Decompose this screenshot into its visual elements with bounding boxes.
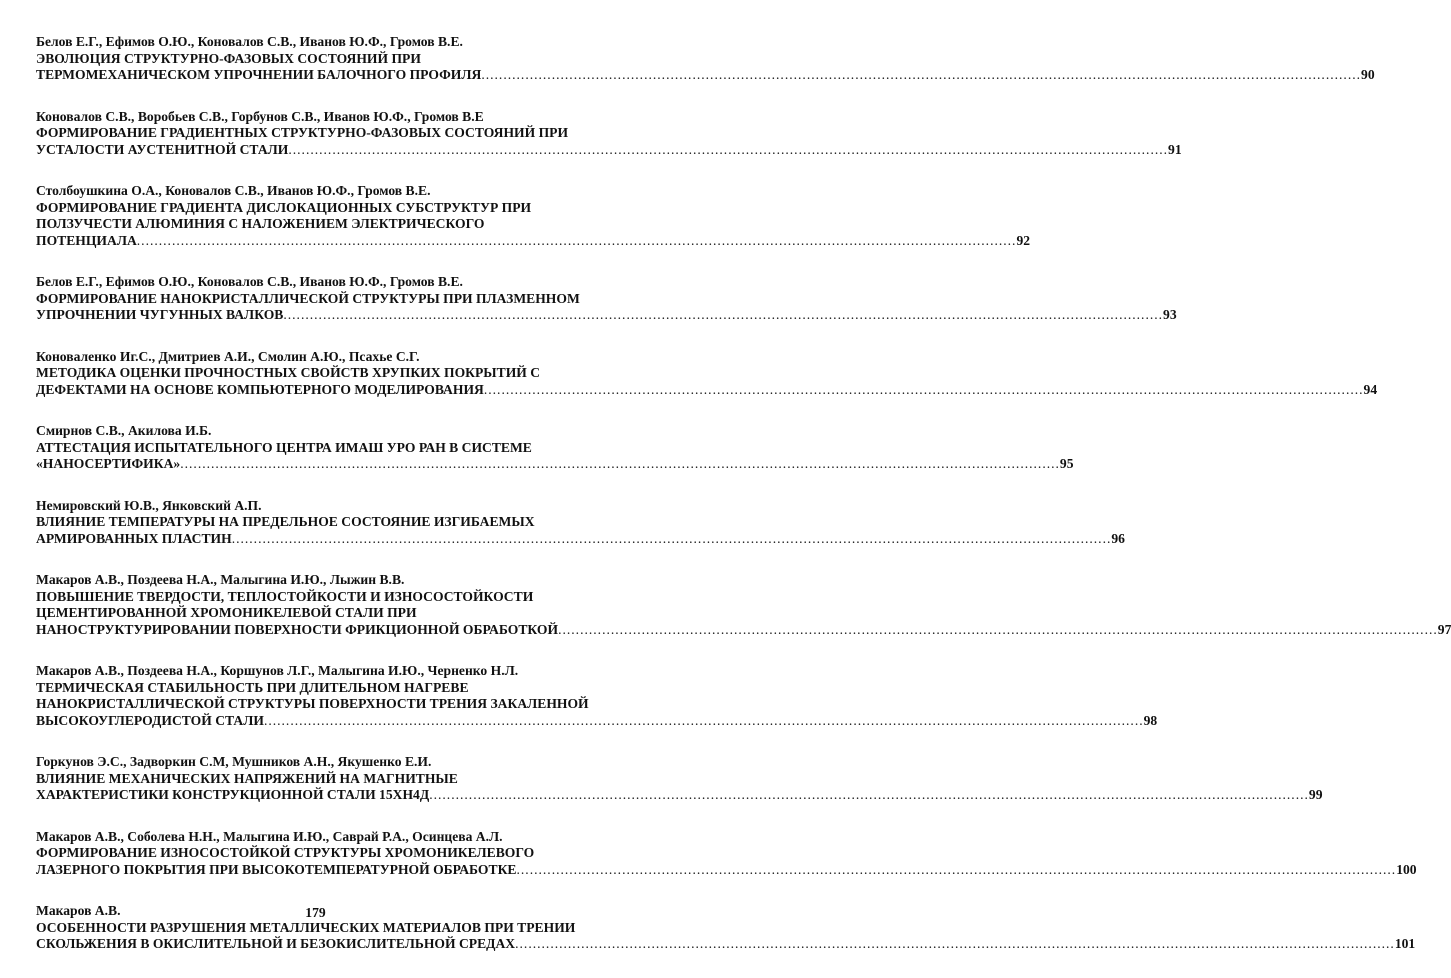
entry-title-line: УПРОЧНЕНИИ ЧУГУННЫХ ВАЛКОВ [36, 307, 284, 322]
entry-page-number: 100 [1396, 861, 1417, 877]
entry-title [36, 588, 1451, 639]
entry-title [36, 514, 1125, 547]
entry-title-line: АТТЕСТАЦИЯ ИСПЫТАТЕЛЬНОГО ЦЕНТРА ИМАШ УРО РАН В СИСТЕМЕ [36, 439, 532, 455]
dot-leader: ........................................................................................................................................................................................................ [288, 141, 1169, 157]
entry-title [36, 290, 1177, 324]
entry-title-last-line [36, 307, 1177, 324]
entry-title [36, 365, 1378, 398]
dot-leader: ........................................................................................................................................................................................................ [515, 936, 1395, 951]
entry-page-number: 97 [1437, 621, 1451, 637]
toc-entry [36, 423, 1074, 473]
entry-title-line: ЛАЗЕРНОГО ПОКРЫТИЯ ПРИ ВЫСОКОТЕМПЕРАТУРНОЙ ОБРАБОТКЕ [36, 861, 517, 877]
toc-entry [36, 572, 1451, 638]
dot-leader: ........................................................................................................................................................................................................ [263, 712, 1144, 728]
entry-title-line: «НАНОСЕРТИФИКА» [36, 456, 181, 471]
entry-page-number: 99 [1308, 787, 1323, 802]
toc-entry [36, 828, 1417, 879]
entry-title-last-line [36, 141, 1182, 159]
toc-entry [36, 108, 1182, 159]
toc-entry [36, 34, 1375, 84]
entry-title-line: ЦЕМЕНТИРОВАННОЙ ХРОМОНИКЕЛЕВОЙ СТАЛИ ПРИ [36, 605, 417, 620]
entry-title-line: ТЕРМОМЕХАНИЧЕСКОМ УПРОЧНЕНИИ БАЛОЧНОГО ПРОФИЛЯ [36, 67, 482, 82]
entry-authors: Макаров А.В., Поздеева Н.А., Малыгина И.Ю., Лыжин В.В. [36, 572, 405, 587]
entry-title-line: ФОРМИРОВАНИЕ ИЗНОСОСТОЙКОЙ СТРУКТУРЫ ХРОМОНИКЕЛЕВОГО [36, 845, 535, 860]
dot-leader: ........................................................................................................................................................................................................ [558, 621, 1438, 637]
entry-title-line: СКОЛЬЖЕНИЯ В ОКИСЛИТЕЛЬНОЙ И БЕЗОКИСЛИТЕЛЬНОЙ СРЕДАХ [36, 936, 516, 951]
entry-title-last-line [36, 456, 1074, 473]
entry-title-line: НАНОСТРУКТУРИРОВАНИИ ПОВЕРХНОСТИ ФРИКЦИОННОЙ ОБРАБОТКОЙ [36, 621, 559, 637]
entry-title-line: ФОРМИРОВАНИЕ ГРАДИЕНТНЫХ СТРУКТУРНО-ФАЗОВЫХ СОСТОЯНИЙ ПРИ [36, 125, 569, 140]
entry-title-line: ВЛИЯНИЕ ТЕМПЕРАТУРЫ НА ПРЕДЕЛЬНОЕ СОСТОЯНИЕ ИЗГИБАЕМЫХ [36, 514, 535, 529]
toc-entry [36, 348, 1378, 399]
entry-page-number: 94 [1363, 381, 1378, 397]
entry-title-line: НАНОКРИСТАЛЛИЧЕСКОЙ СТРУКТУРЫ ПОВЕРХНОСТИ ТРЕНИЯ ЗАКАЛЕННОЙ [36, 696, 589, 711]
entry-title-last-line [36, 621, 1451, 639]
dot-leader: ........................................................................................................................................................................................................ [180, 456, 1060, 471]
entry-page-number: 92 [1016, 232, 1031, 248]
entry-page-number: 90 [1361, 67, 1375, 82]
entry-title-last-line [36, 936, 1416, 953]
entry-page-number: 96 [1111, 530, 1125, 546]
entry-title-line: ДЕФЕКТАМИ НА ОСНОВЕ КОМПЬЮТЕРНОГО МОДЕЛИРОВАНИЯ [36, 381, 484, 397]
page-number: 179 [305, 905, 326, 920]
entry-page-number: 101 [1394, 936, 1416, 951]
entry-title-line: ВЛИЯНИЕ МЕХАНИЧЕСКИХ НАПРЯЖЕНИЙ НА МАГНИТНЫЕ [36, 770, 458, 786]
entry-authors: Столбоушкина О.А., Коновалов С.В., Иванов Ю.Ф., Громов В.Е. [36, 183, 431, 198]
entry-title-last-line [36, 712, 1158, 730]
toc-entry [36, 183, 1031, 249]
entry-title [36, 679, 1158, 730]
dot-leader: ........................................................................................................................................................................................................ [483, 381, 1364, 397]
entry-title [36, 50, 1375, 84]
entry-title-line: ПОВЫШЕНИЕ ТВЕРДОСТИ, ТЕПЛОСТОЙКОСТИ И ИЗНОСОСТОЙКОСТИ [36, 588, 534, 604]
entry-title-line: МЕТОДИКА ОЦЕНКИ ПРОЧНОСТНЫХ СВОЙСТВ ХРУПКИХ ПОКРЫТИЙ С [36, 365, 541, 380]
entry-authors: Макаров А.В. [36, 903, 121, 918]
entry-title-line: ОСОБЕННОСТИ РАЗРУШЕНИЯ МЕТАЛЛИЧЕСКИХ МАТЕРИАЛОВ ПРИ ТРЕНИИ [36, 919, 576, 935]
table-of-contents [36, 34, 1451, 978]
entry-page-number: 93 [1163, 307, 1177, 322]
entry-authors: Коновалов С.В., Воробьев С.В., Горбунов С.В., Иванов Ю.Ф., Громов В.Е [36, 108, 484, 124]
dot-leader: ........................................................................................................................................................................................................ [429, 787, 1309, 802]
entry-title [36, 439, 1074, 473]
entry-authors: Смирнов С.В., Акилова И.Б. [36, 423, 212, 438]
entry-title-last-line [36, 381, 1378, 399]
entry-title-line: ФОРМИРОВАНИЕ ГРАДИЕНТА ДИСЛОКАЦИОННЫХ СУБСТРУКТУР ПРИ [36, 199, 532, 215]
entry-authors: Горкунов Э.С., Задворкин С.М, Мушников А.Н., Якушенко Е.И. [36, 754, 432, 769]
entry-title-line: ТЕРМИЧЕСКАЯ СТАБИЛЬНОСТЬ ПРИ ДЛИТЕЛЬНОМ НАГРЕВЕ [36, 679, 469, 695]
entry-title-last-line [36, 232, 1031, 250]
entry-authors: Коноваленко Иг.С., Дмитриев А.И., Смолин А.Ю., Псахье С.Г. [36, 348, 420, 364]
toc-entry [36, 754, 1323, 804]
entry-authors: Белов Е.Г., Ефимов О.Ю., Коновалов С.В., Иванов Ю.Ф., Громов В.Е. [36, 34, 463, 49]
entry-title-last-line [36, 530, 1125, 548]
entry-authors: Немировский Ю.В., Янковский А.П. [36, 497, 262, 513]
entry-title-line: ХАРАКТЕРИСТИКИ КОНСТРУКЦИОННОЙ СТАЛИ 15ХН4Д [36, 787, 430, 802]
entry-title [36, 199, 1031, 250]
toc-entry [36, 497, 1125, 548]
entry-title [36, 125, 1182, 158]
entry-title [36, 770, 1323, 804]
entry-authors: Белов Е.Г., Ефимов О.Ю., Коновалов С.В., Иванов Ю.Ф., Громов В.Е. [36, 274, 463, 289]
entry-authors: Макаров А.В., Поздеева Н.А., Коршунов Л.Г., Малыгина И.Ю., Черненко Н.Л. [36, 663, 519, 678]
dot-leader: ........................................................................................................................................................................................................ [516, 861, 1397, 877]
entry-authors: Макаров А.В., Соболева Н.Н., Малыгина И.Ю., Саврай Р.А., Осинцева А.Л. [36, 828, 503, 844]
entry-title-line: ФОРМИРОВАНИЕ НАНОКРИСТАЛЛИЧЕСКОЙ СТРУКТУРЫ ПРИ ПЛАЗМЕННОМ [36, 290, 580, 306]
entry-title-line: УСТАЛОСТИ АУСТЕНИТНОЙ СТАЛИ [36, 141, 289, 157]
dot-leader: ........................................................................................................................................................................................................ [136, 232, 1017, 248]
entry-title [36, 919, 1416, 953]
entry-title-line: АРМИРОВАННЫХ ПЛАСТИН [36, 530, 232, 546]
entry-title-line: ПОЛЗУЧЕСТИ АЛЮМИНИЯ С НАЛОЖЕНИЕМ ЭЛЕКТРИЧЕСКОГО [36, 216, 485, 231]
entry-title-last-line [36, 861, 1417, 879]
entry-title [36, 845, 1417, 878]
entry-page-number: 98 [1143, 712, 1158, 728]
entry-title-line: ВЫСОКОУГЛЕРОДИСТОЙ СТАЛИ [36, 712, 264, 728]
entry-page-number: 95 [1059, 456, 1074, 471]
toc-entry [36, 663, 1158, 729]
toc-entry [36, 274, 1177, 324]
dot-leader: ........................................................................................................................................................................................................ [283, 307, 1164, 322]
entry-title-last-line [36, 787, 1323, 804]
dot-leader: ........................................................................................................................................................................................................ [481, 67, 1362, 82]
entry-title-line: ПОТЕНЦИАЛА [36, 232, 137, 248]
entry-title-last-line [36, 67, 1375, 84]
entry-page-number: 91 [1168, 141, 1182, 157]
entry-title-line: ЭВОЛЮЦИЯ СТРУКТУРНО-ФАЗОВЫХ СОСТОЯНИЙ ПРИ [36, 50, 421, 66]
dot-leader: ........................................................................................................................................................................................................ [231, 530, 1112, 546]
